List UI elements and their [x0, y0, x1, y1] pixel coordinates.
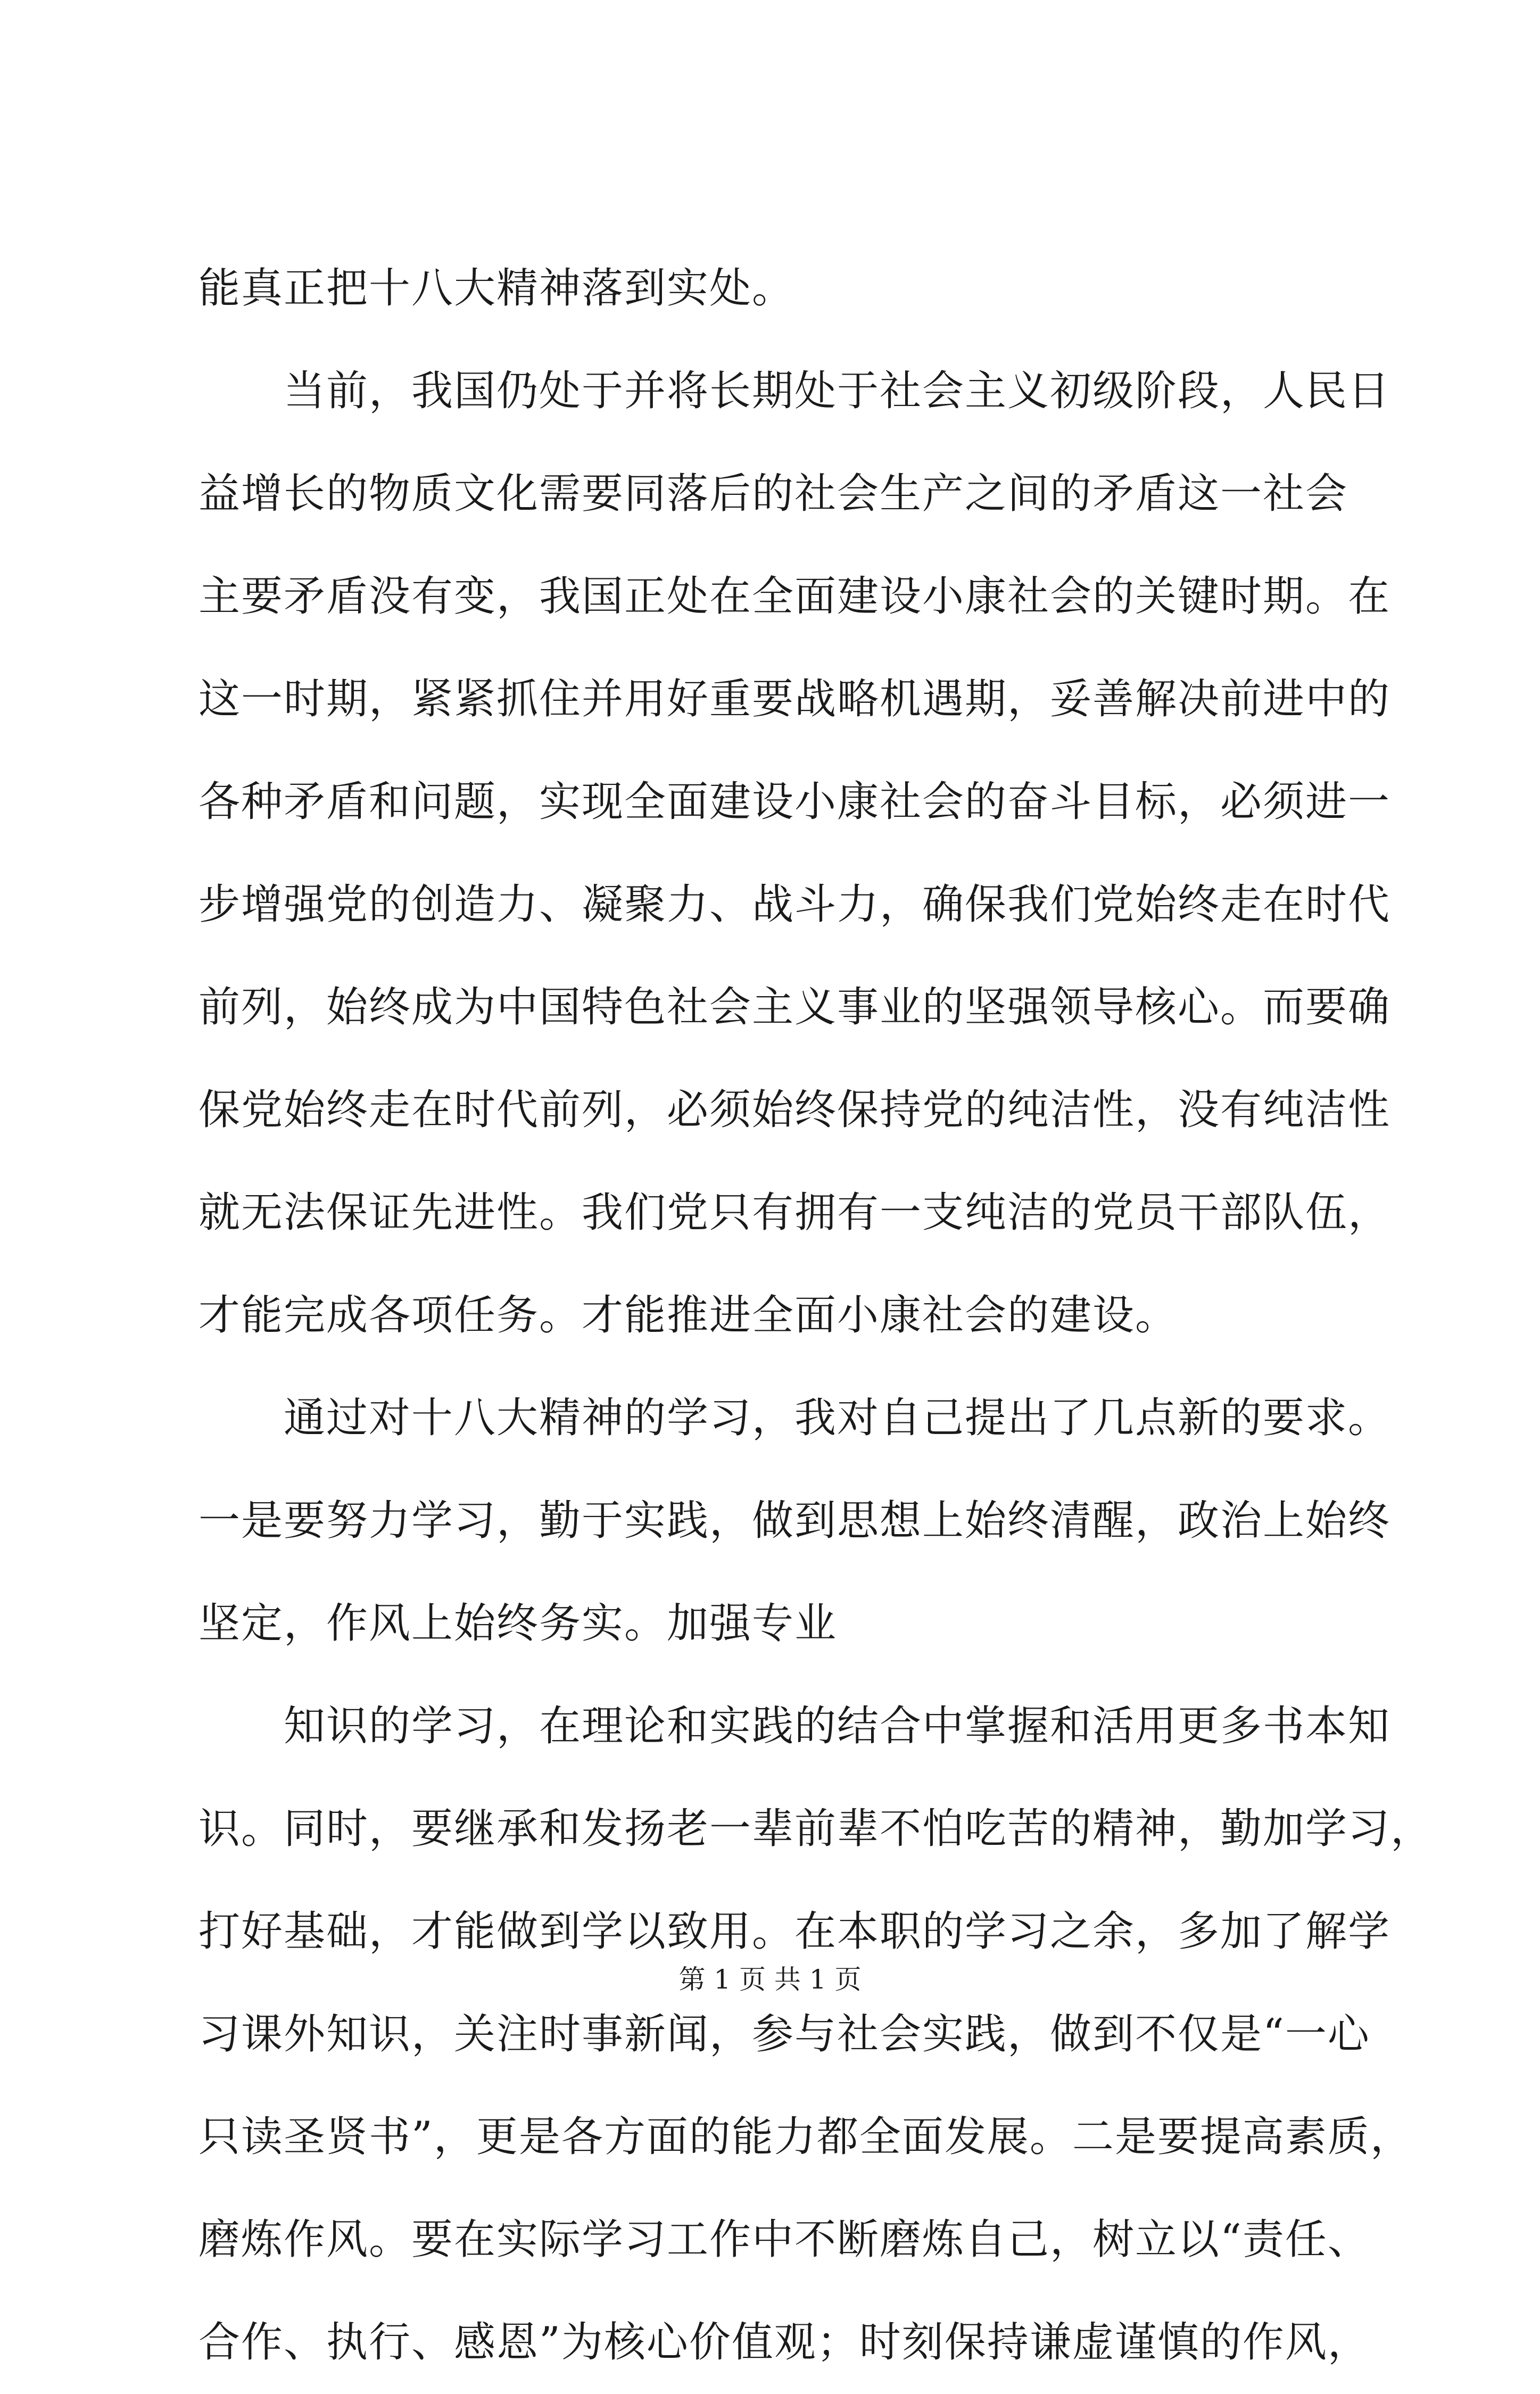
- text-line: 步增强党的创造力、凝聚力、战斗力，确保我们党始终走在时代: [198, 881, 1391, 929]
- text-line: 磨炼作风。要在实际学习工作中不断磨炼自己，树立以“责任、: [198, 2216, 1370, 2264]
- text-line: 一是要努力学习，勤于实践，做到思想上始终清醒，政治上始终: [198, 1497, 1391, 1545]
- text-line: 益增长的物质文化需要同落后的社会生产之间的矛盾这一社会: [198, 470, 1348, 518]
- text-line: 就无法保证先进性。我们党只有拥有一支纯洁的党员干部队伍，: [198, 1189, 1391, 1237]
- paragraph-start-line: 通过对十八大精神的学习，我对自己提出了几点新的要求。: [284, 1394, 1391, 1442]
- text-line: 坚定，作风上始终务实。加强专业: [198, 1600, 838, 1647]
- text-line: 这一时期，紧紧抓住并用好重要战略机遇期，妥善解决前进中的: [198, 675, 1391, 723]
- document-body: [198, 237, 1434, 2394]
- text-line: 保党始终走在时代前列，必须始终保持党的纯洁性，没有纯洁性: [198, 1086, 1391, 1134]
- text-line: 打好基础，才能做到学以致用。在本职的学习之余，多加了解学: [198, 1908, 1391, 1956]
- paragraph-start-line: 当前，我国仍处于并将长期处于社会主义初级阶段，人民日: [284, 367, 1391, 415]
- text-line: 合作、执行、感恩”为核心价值观；时刻保持谦虚谨慎的作风，: [198, 2318, 1370, 2366]
- text-line: 前列，始终成为中国特色社会主义事业的坚强领导核心。而要确: [198, 983, 1391, 1031]
- paragraph-start-line: 知识的学习，在理论和实践的结合中掌握和活用更多书本知: [284, 1702, 1391, 1750]
- text-line: 主要矛盾没有变，我国正处在全面建设小康社会的关键时期。在: [198, 573, 1391, 620]
- text-line: 才能完成各项任务。才能推进全面小康社会的建设。: [198, 1291, 1178, 1339]
- page-number-footer: 第 1 页 共 1 页: [678, 1964, 862, 1995]
- text-line: 能真正把十八大精神落到实处。: [198, 264, 795, 312]
- text-line: 识。同时，要继承和发扬老一辈前辈不怕吃苦的精神，勤加学习，: [198, 1805, 1434, 1853]
- text-line: 习课外知识，关注时事新闻，参与社会实践，做到不仅是“一心: [198, 2010, 1370, 2058]
- text-line: 只读圣贤书”，更是各方面的能力都全面发展。二是要提高素质，: [198, 2113, 1413, 2161]
- text-line: 各种矛盾和问题，实现全面建设小康社会的奋斗目标，必须进一: [198, 778, 1391, 826]
